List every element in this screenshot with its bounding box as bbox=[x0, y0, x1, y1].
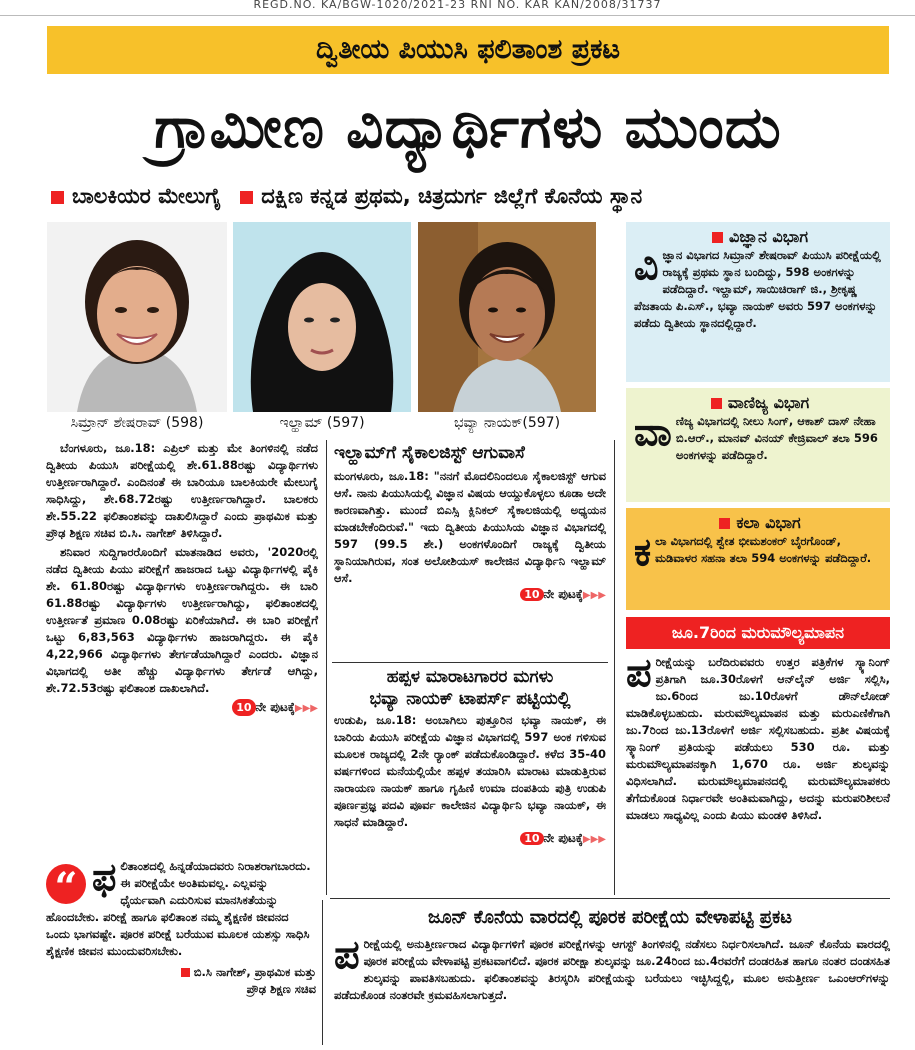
red-square-bullet bbox=[711, 398, 722, 409]
portrait-girl-smiling-illustration bbox=[47, 222, 227, 412]
commerce-drop-cap: ವಾ bbox=[634, 410, 672, 454]
commerce-body: ಣಿಜ್ಯ ವಿಭಾಗದಲ್ಲಿ ನೀಲು ಸಿಂಗ್, ಆಕಾಶ್ ದಾಸ್ ನೇಹಾ ಬಿ.ಆರ್., ಮಾನವ್ ವಿನಯ್ ಕೇಜ್ರಿವಾಲ್ ತಲಾ 596 ಅಂಕಗಳನ್ನು ಪಡೆದಿದ್ದಾರೆ. bbox=[675, 414, 878, 462]
bhavya-body: ಉಡುಪಿ, ಜೂ.18: ಅಂಬಾಗಿಲು ಪುತ್ತೂರಿನ ಭವ್ಯಾ ನಾಯಕ್, ಈ ಬಾರಿಯ ಪಿಯುಸಿ ಪರೀಕ್ಷೆಯ ವಿಜ್ಞಾನ ವಿಭಾಗದಲ್ಲಿ 597 ಅಂಕ ಗಳಿಸುವ ಮೂಲಕ ರಾಜ್ಯದಲ್ಲಿ 2ನೇ ರ್‍ಯಾಂಕ್ ಪಡೆದುಕೊಂಡಿದ್ದಾರೆ. ಕಳೆದ 35-40 ವರ್ಷಗಳಿಂದ ಮನೆಯಲ್ಲಿಯೇ ಹಪ್ಪಳ ತಯಾರಿಸಿ ಮಾರಾಟ ಮಾಡುತ್ತಿರುವ ನಾರಾಯಣ ನಾಯಕ್ ಹಾಗೂ ಗೃಹಿಣಿ ಉಮಾ ದಂಪತಿಯ ಪುತ್ರಿ ಉಡುಪಿ ಪೂರ್ಣಪ್ರಜ್ಞ ಪದವಿ ಪೂರ್ವ ಕಾಲೇಜಿನ ವಿದ್ಯಾರ್ಥಿನಿ ಭವ್ಯಾ ನಾಯಕ್, ಈ ಸಾಧನೆ ಮಾಡಿದ್ದಾರೆ. bbox=[334, 713, 606, 829]
photo-simran bbox=[47, 222, 227, 412]
arrow-right-icon: ▶▶▶ bbox=[582, 834, 606, 845]
arrow-right-icon: ▶▶▶ bbox=[294, 703, 318, 714]
science-box-title bbox=[634, 228, 882, 245]
photo-caption-simran: ಸಿಮ್ರಾನ್ ಶೇಷರಾವ್ (598) bbox=[47, 412, 227, 434]
quote-text: ಲಿತಾಂಶದಲ್ಲಿ ಹಿನ್ನಡೆಯಾದವರು ನಿರಾಶರಾಗಬಾರದು. ಈ ಪರೀಕ್ಷೆಯೇ ಅಂತಿಮವಲ್ಲ. ಎಲ್ಲವನ್ನು ಧೈರ್ಯವಾಗಿ ಎದುರಿಸುವ ಮಾನಸಿಕತೆಯನ್ನು ಹೊಂದಬೇಕು. ಪರೀಕ್ಷೆ ಹಾಗೂ ಫಲಿತಾಂಶ ನಮ್ಮ ಶೈಕ್ಷಣಿಕ ಜೀವನದ ಒಂದು ಭಾಗವಷ್ಟೇ. ಪೂರಕ ಪರೀಕ್ಷೆ ಬರೆಯುವ ಮೂಲಕ ಯಶಸ್ಸು ಸಾಧಿಸಿ ಶೈಕ್ಷಣಿಕ ಜೀವನ ಮುಂದುವರಿಸಬೇಕು. bbox=[46, 859, 311, 958]
ilham-story bbox=[334, 442, 606, 660]
portrait-girl-wall-illustration bbox=[418, 222, 596, 412]
science-title: ವಿಜ್ಞಾನ ವಿಭಾಗ bbox=[729, 227, 808, 246]
continued-marker[interactable] bbox=[334, 587, 606, 602]
science-drop-cap: ವಿ bbox=[634, 244, 659, 288]
page-number-badge: 10 bbox=[520, 588, 543, 601]
arts-box bbox=[626, 508, 890, 610]
red-square-bullet bbox=[712, 232, 723, 243]
column-divider bbox=[326, 440, 327, 895]
revaluation-body: ರೀಕ್ಷೆಯನ್ನು ಬರೆದಿರುವವರು ಉತ್ತರ ಪತ್ರಿಕೆಗಳ ಸ್ಕ್ಯಾನಿಂಗ್ ಪ್ರತಿಗಾಗಿ ಜೂ.30ರೊಳಗೆ ಆನ್‌ಲೈನ್ ಅರ್ಜಿ ಸಲ್ಲಿಸಿ, ಜು.6ರಿಂದ ಜು.10ರೊಳಗೆ ಡೌನ್‌ಲೋಡ್ ಮಾಡಿಕೊಳ್ಳಬಹುದು. ಮರುಮೌಲ್ಯಮಾಪನ ಮತ್ತು ಮರುಎಣಿಕೆಗಾಗಿ ಜು.7ರಿಂದ ಜು.13ರೊಳಗೆ ಅರ್ಜಿ ಸಲ್ಲಿಸಬಹುದು. ಪ್ರತೀ ವಿಷಯಕ್ಕೆ ಸ್ಕ್ಯಾನಿಂಗ್ ಪ್ರತಿಯನ್ನು ಪಡೆಯಲು 530 ರೂ. ಮತ್ತು ಮರುಮೌಲ್ಯಮಾಪನಕ್ಕಾಗಿ 1,670 ರೂ. ಅರ್ಜಿ ಶುಲ್ಕವನ್ನು ವಿಧಿಸಲಾಗಿದೆ. ಮರುಮೌಲ್ಯಮಾಪನದಲ್ಲಿ ಮರುಮೌಲ್ಯಮಾಪಕರು ತೆಗೆದುಕೊಂಡ ನಿರ್ಧಾರವೇ ಅಂತಿಮವಾಗಿದ್ದು, ಅದನ್ನು ಮರುಪರಿಶೀಲನೆ ಮಾಡಲು ಸಾಧ್ಯವಿಲ್ಲ ಎಂದು ಪಿಯು ಮಂಡಳಿ ತಿಳಿಸಿದೆ. bbox=[626, 655, 890, 822]
portrait-girl-hijab-illustration bbox=[233, 222, 411, 412]
quote-author-line-1: ಬಿ.ಸಿ ನಾಗೇಶ್, ಪ್ರಾಥಮಿಕ ಮತ್ತು bbox=[193, 965, 316, 979]
main-article bbox=[46, 440, 318, 846]
red-square-bullet bbox=[240, 191, 253, 204]
quote-author bbox=[46, 964, 316, 998]
story-divider bbox=[332, 662, 608, 663]
subdeck-item-1: ಬಾಲಕಿಯರ ಮೇಲುಗೈ bbox=[72, 184, 221, 208]
commerce-box-title bbox=[634, 394, 882, 411]
bhavya-headline-line-1: ಹಪ್ಪಳ ಮಾರಾಟಗಾರರ ಮಗಳು bbox=[386, 667, 554, 687]
photo-caption-ilham: ಇಲ್ಹಾಮ್ (597) bbox=[233, 412, 411, 434]
subdeck-item-2: ದಕ್ಷಿಣ ಕನ್ನಡ ಪ್ರಥಮ, ಚಿತ್ರದುರ್ಗ ಜಿಲ್ಲೆಗೆ ಕೊನೆಯ ಸ್ಥಾನ bbox=[261, 184, 643, 208]
arts-box-title bbox=[634, 514, 882, 531]
minister-quote bbox=[46, 855, 316, 1028]
science-body: ಜ್ಞಾನ ವಿಭಾಗದ ಸಿಮ್ರಾನ್ ಶೇಷರಾವ್ ಪಿಯುಸಿ ಪರೀಕ್ಷೆಯಲ್ಲಿ ರಾಜ್ಯಕ್ಕೆ ಪ್ರಥಮ ಸ್ಥಾನ ಬಂದಿದ್ದು, 598 ಅಂಕಗಳನ್ನು ಪಡೆದಿದ್ದಾರೆ. ಇಲ್ಹಾಮ್, ಸಾಯಿಚಿರಾಗ್ ಜಿ., ಶ್ರೀಕೃಷ್ಣ ಪೆಜತಾಯ ಪಿ.ಎಸ್., ಭವ್ಯಾ ನಾಯಕ್ ಅವರು 597 ಅಂಕಗಳನ್ನು ಪಡೆದು ದ್ವಿತೀಯ ಸ್ಥಾನದಲ್ಲಿದ್ದಾರೆ. bbox=[634, 248, 881, 330]
revaluation-story bbox=[626, 650, 890, 894]
supplementary-body: ರೀಕ್ಷೆಯಲ್ಲಿ ಅನುತ್ತೀರ್ಣರಾದ ವಿದ್ಯಾರ್ಥಿಗಳಿಗೆ ಪೂರಕ ಪರೀಕ್ಷೆಗಳನ್ನು ಆಗಸ್ಟ್ ತಿಂಗಳಿನಲ್ಲಿ ನಡೆಸಲು ನಿರ್ಧರಿಸಲಾಗಿದೆ. ಜೂನ್ ಕೊನೆಯ ವಾರದಲ್ಲಿ ಪೂರಕ ಪರೀಕ್ಷೆಯ ವೇಳಾಪಟ್ಟಿ ಪ್ರಕಟವಾಗಲಿದೆ. ಪೂರಕ ಪರೀಕ್ಷಾ ಶುಲ್ಕವನ್ನು ಜೂ.24ರಿಂದ ಜು.4ರವರೆಗೆ ದಂಡರಹಿತ ಹಾಗೂ ನಂತರ ದಂಡಸಹಿತ ಶುಲ್ಕವನ್ನು ಪಾವತಿಸಬಹುದು. ಫಲಿತಾಂಶವನ್ನು ತಿರಸ್ಕರಿಸಿ ಪರೀಕ್ಷೆಯನ್ನು ಬರೆಯಲು ಇಚ್ಛಿಸಿದ್ದಲ್ಲಿ, ಮೂಲ ಅನುತ್ತೀರ್ಣ ಒಎಂಆರ್‌ಗಳನ್ನು ಪಡೆದುಕೊಂಡ ನಂತರವೇ ಕ್ರಮವಹಿಸಲಾಗುತ್ತದೆ. bbox=[334, 937, 890, 1002]
photo-caption-bhavya: ಭವ್ಯಾ ನಾಯಕ್(597) bbox=[418, 412, 596, 434]
continued-marker[interactable] bbox=[46, 699, 318, 717]
continued-label: ನೇ ಪುಟಕ್ಕೆ bbox=[543, 831, 583, 845]
commerce-box bbox=[626, 388, 890, 502]
main-article-paragraph: ಶನಿವಾರ ಸುದ್ದಿಗಾರರೊಂದಿಗೆ ಮಾತನಾಡಿದ ಅವರು, '2020ರಲ್ಲಿ ನಡೆದ ದ್ವಿತೀಯ ಪಿಯು ಪರೀಕ್ಷೆಗೆ ಹಾಜರಾದ ಒಟ್ಟು ವಿದ್ಯಾರ್ಥಿಗಳಲ್ಲಿ ಪೈಕಿ ಶೇ. 61.80ರಷ್ಟು ವಿದ್ಯಾರ್ಥಿಗಳು ಉತ್ತೀರ್ಣರಾಗಿದ್ದರು. ಈ ಬಾರಿ 61.88ರಷ್ಟು ವಿದ್ಯಾರ್ಥಿಗಳು ಉತ್ತೀರ್ಣರಾಗಿದ್ದು, ಫಲಿತಾಂಶದಲ್ಲಿ ಉತ್ತೀರ್ಣತೆ ಪ್ರಮಾಣ 0.08ರಷ್ಟು ಏರಿಕೆಯಾಗಿದೆ. ಈ ಬಾರಿ ಪರೀಕ್ಷೆಗೆ ಒಟ್ಟು 6,83,563 ವಿದ್ಯಾರ್ಥಿಗಳು ಹಾಜರಾಗಿದ್ದರು. ಈ ಪೈಕಿ 4,22,966 ವಿದ್ಯಾರ್ಥಿಗಳು ತೇರ್ಗಡೆಯಾಗಿದ್ದಾರೆ ಎಂದರು. ವಿಜ್ಞಾನ ವಿಭಾಗದಲ್ಲಿ ಅತೀ ಹೆಚ್ಚು ವಿದ್ಯಾರ್ಥಿಗಳು ತೇರ್ಗಡೆ ಆಗಿದ್ದು, ಶೇ.72.53ರಷ್ಟು ಫಲಿತಾಂಶ ದಾಖಲಾಗಿದೆ. bbox=[46, 545, 318, 695]
subheadline bbox=[47, 178, 889, 214]
registration-line: REGD.NO. KA/BGW-1020/2021-23 RNI NO. KAR KAN/2008/31737 bbox=[0, 0, 915, 16]
bhavya-story bbox=[334, 666, 606, 896]
continued-label: ನೇ ಪುಟಕ್ಕೆ bbox=[255, 700, 295, 714]
page-number-badge: 10 bbox=[232, 699, 255, 716]
supplementary-headline: ಜೂನ್ ಕೊನೆಯ ವಾರದಲ್ಲಿ ಪೂರಕ ಪರೀಕ್ಷೆಯ ವೇಳಾಪಟ್ಟಿ ಪ್ರಕಟ bbox=[428, 907, 792, 928]
quote-drop-cap: ಫ bbox=[92, 855, 117, 899]
photo-ilham bbox=[233, 222, 411, 412]
arts-drop-cap: ಕ bbox=[634, 530, 652, 574]
science-box bbox=[626, 222, 890, 382]
main-article-paragraph: ಬೆಂಗಳೂರು, ಜೂ.18: ಎಪ್ರಿಲ್ ಮತ್ತು ಮೇ ತಿಂಗಳಿನಲ್ಲಿ ನಡೆದ ದ್ವಿತೀಯ ಪಿಯುಸಿ ಪರೀಕ್ಷೆಯಲ್ಲಿ ಶೇ.61.88ರಷ್ಟು ವಿದ್ಯಾರ್ಥಿಗಳು ಉತ್ತೀರ್ಣರಾಗಿದ್ದಾರೆ. ಎಂದಿನಂತೆ ಈ ಬಾರಿಯೂ ಬಾಲಕಿಯರೇ ಮೇಲುಗೈ ಸಾಧಿಸಿದ್ದು, ಶೇ.68.72ರಷ್ಟು ಉತ್ತೀರ್ಣರಾಗಿದ್ದಾರೆ. ಬಾಲಕರು ಶೇ.55.22 ಫಲಿತಾಂಶವನ್ನು ದಾಖಲಿಸಿದ್ದಾರೆ ಎಂದು ಪ್ರಾಥಮಿಕ ಮತ್ತು ಪ್ರೌಢ ಶಿಕ್ಷಣ ಸಚಿವ ಬಿ.ಸಿ. ನಾಗೇಶ್ ತಿಳಿಸಿದ್ದಾರೆ. bbox=[46, 441, 318, 540]
column-divider bbox=[322, 900, 323, 1045]
red-square-bullet bbox=[719, 518, 730, 529]
quote-mark-icon: “ bbox=[46, 864, 86, 904]
ilham-headline: ಇಲ್ಹಾಮ್‌ಗೆ ಸೈಕಾಲಜಿಸ್ಟ್ ಆಗುವಾಸೆ bbox=[334, 443, 525, 463]
photo-bhavya bbox=[418, 222, 596, 412]
arts-body: ಲಾ ವಿಭಾಗದಲ್ಲಿ ಶ್ವೇತ ಭೀಮಶಂಕರ್ ಬೈರಗೊಂಡ್, ಮಡಿವಾಳರ ಸಹನಾ ತಲಾ 594 ಅಂಕಗಳನ್ನು ಪಡೆದಿದ್ದಾರೆ. bbox=[655, 534, 872, 565]
kicker-banner: ದ್ವಿತೀಯ ಪಿಯುಸಿ ಫಲಿತಾಂಶ ಪ್ರಕಟ bbox=[47, 26, 889, 74]
main-headline: ಗ್ರಾಮೀಣ ವಿದ್ಯಾರ್ಥಿಗಳು ಮುಂದು bbox=[154, 93, 782, 161]
commerce-title: ವಾಣಿಜ್ಯ ವಿಭಾಗ bbox=[727, 393, 810, 412]
revaluation-headline: ಜೂ.7ರಿಂದ ಮರುಮೌಲ್ಯಮಾಪನ bbox=[626, 617, 890, 649]
story-divider bbox=[330, 898, 890, 899]
supplementary-story bbox=[334, 932, 890, 1044]
red-square-bullet bbox=[181, 968, 190, 977]
continued-label: ನೇ ಪುಟಕ್ಕೆ bbox=[543, 587, 583, 601]
continued-marker[interactable] bbox=[334, 831, 606, 846]
supplementary-drop-cap: ಪ bbox=[334, 932, 360, 978]
arrow-right-icon: ▶▶▶ bbox=[582, 590, 606, 601]
red-square-bullet bbox=[51, 191, 64, 204]
column-divider bbox=[614, 440, 615, 895]
page-number-badge: 10 bbox=[520, 832, 543, 845]
revaluation-drop-cap: ಪ bbox=[626, 650, 652, 696]
bhavya-headline-line-2: ಭವ್ಯಾ ನಾಯಕ್ ಟಾಪರ್ಸ್ ಪಟ್ಟಿಯಲ್ಲಿ bbox=[369, 689, 571, 709]
quote-author-line-2: ಪ್ರೌಢ ಶಿಕ್ಷಣ ಸಚಿವ bbox=[246, 982, 316, 996]
ilham-body: ಮಂಗಳೂರು, ಜೂ.18: "ನನಗೆ ಮೊದಲಿನಿಂದಲೂ ಸೈಕಾಲಜಿಸ್ಟ್ ಆಗುವ ಆಸೆ. ನಾನು ಪಿಯುಸಿಯಲ್ಲಿ ವಿಜ್ಞಾನ ವಿಷಯ ಆಯ್ದುಕೊಳ್ಳಲು ಕೂಡಾ ಅದೇ ಕಾರಣವಾಗಿತ್ತು. ಮುಂದೆ ಬಿಎಸ್ಸಿ ಕ್ಲಿನಿಕಲ್ ಸೈಕಾಲಜಿಯಲ್ಲಿ ಅಧ್ಯಯನ ಮಾಡಬೇಕೆಂದಿರುವೆ." ಇದು ದ್ವಿತೀಯ ಪಿಯುಸಿಯ ವಿಜ್ಞಾನ ವಿಭಾಗದಲ್ಲಿ 597 (99.5 ಶೇ.) ಅಂಕಗಳೊಂದಿಗೆ ರಾಜ್ಯಕ್ಕೆ ದ್ವಿತೀಯ ಸ್ಥಾನಿಯಾಗಿರುವ, ಸಂತ ಅಲೋಶಿಯಸ್ ಕಾಲೇಜಿನ ವಿದ್ಯಾರ್ಥಿನಿ ಇಲ್ಹಾಮ್ ಆಸೆ. bbox=[334, 469, 606, 585]
arts-title: ಕಲಾ ವಿಭಾಗ bbox=[736, 513, 801, 532]
